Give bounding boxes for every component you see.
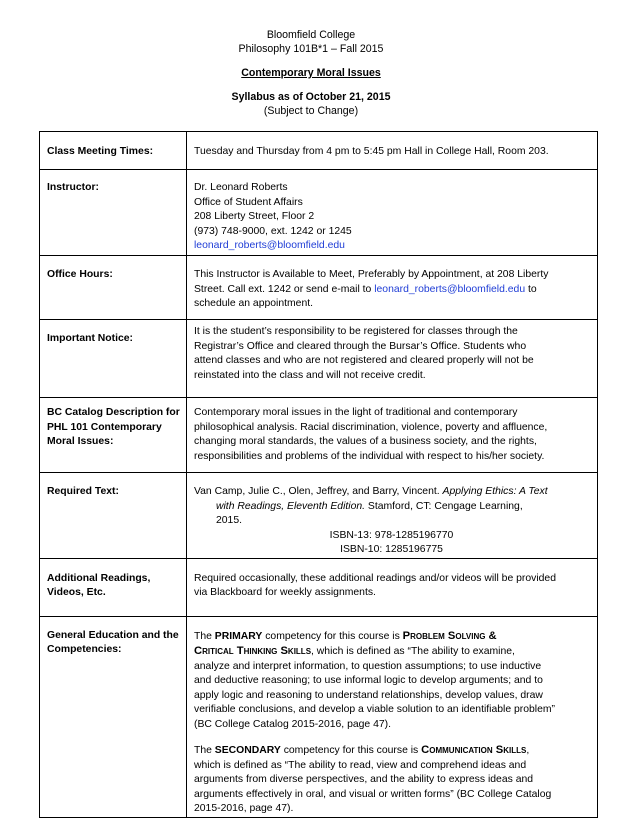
- table-row-important-notice: [40, 320, 598, 398]
- office-hours-line: This Instructor is Available to Meet, Preferably by Appointment, at 208 Liberty: [194, 269, 549, 280]
- college-name: Bloomfield College: [266, 29, 356, 41]
- course-title: Contemporary Moral Issues: [241, 67, 381, 79]
- document-header: [0, 28, 638, 118]
- instructor-email-link[interactable]: leonard_roberts@bloomfield.edu: [194, 240, 345, 251]
- row-label: Videos, Etc.: [47, 587, 106, 598]
- additional-line: Required occasionally, these additional readings and/or videos will be provided: [194, 572, 556, 584]
- office-hours-line: schedule an appointment.: [194, 298, 314, 309]
- instructor-name: Dr. Leonard Roberts: [194, 182, 288, 193]
- catalog-line: responsibilities and problems of the individual with respect to his/her society.: [194, 450, 545, 462]
- text-year: 2015.: [216, 515, 243, 526]
- gened-secondary-line: which is defined as “The ability to read, view and comprehend ideas and: [194, 759, 527, 771]
- gened-secondary-line: arguments from diverse perspectives, and the ability to express ideas and: [194, 774, 534, 785]
- table-row-meeting-times: [40, 132, 598, 170]
- primary-competency: Critical Thinking Skills: [194, 645, 312, 657]
- secondary-keyword: SECONDARY: [214, 745, 281, 756]
- additional-line: via Blackboard for weekly assignments.: [194, 587, 376, 598]
- catalog-line: changing moral standards, the values of a business society, and the rights,: [194, 436, 537, 447]
- notice-line: It is the student’s responsibility to be registered for classes through the: [194, 326, 518, 337]
- gened-primary-line: analyze and interpret information, to question assumptions; to use inductive: [194, 660, 542, 672]
- course-code: Philosophy 101B*1 – Fall 2015: [238, 43, 384, 55]
- gened-secondary-line: arguments effectively in oral, and visual or written forms” (BC College Catalog: [194, 788, 552, 800]
- gened-primary-line: (BC College Catalog 2015-2016, page 47).: [194, 718, 391, 730]
- row-label: Competencies:: [47, 644, 122, 655]
- row-label: Important Notice:: [47, 333, 134, 344]
- row-label: PHL 101 Contemporary: [47, 421, 162, 433]
- row-label: Required Text:: [47, 486, 119, 497]
- catalog-line: philosophical analysis. Racial discrimination, violence, poverty and affluence,: [194, 421, 548, 433]
- secondary-competency: Communication Skills: [421, 744, 527, 756]
- gened-primary-line: Critical Thinking Skills, which is defined as “The ability to examine,: [194, 645, 515, 657]
- syllabus-date: Syllabus as of October 21, 2015: [231, 91, 391, 103]
- table-row-general-education: [40, 616, 598, 817]
- table-row-instructor: [40, 170, 598, 256]
- table-row-office-hours: [40, 256, 598, 320]
- gened-primary-line: verifiable conclusions, and develop a viable solution to an identifiable problem”: [194, 704, 556, 715]
- instructor-address: 208 Liberty Street, Floor 2: [194, 211, 315, 222]
- notice-line: reinstated into the class and will not receive credit.: [194, 369, 426, 381]
- text-citation-line: with Readings, Eleventh Edition. Stamford, CT: Cengage Learning,: [216, 500, 523, 512]
- book-title: Applying Ethics: A Text: [442, 486, 548, 497]
- isbn-13: ISBN-13: 978-1285196770: [329, 529, 454, 541]
- table-row-additional-readings: [40, 558, 598, 616]
- row-label: Office Hours:: [47, 269, 113, 280]
- instructor-office: Office of Student Affairs: [194, 196, 303, 208]
- meeting-times-text: Tuesday and Thursday from 4 pm to 5:45 pm Hall in College Hall, Room 203.: [194, 146, 549, 157]
- row-label: Class Meeting Times:: [47, 146, 154, 157]
- row-label: Moral Issues:: [47, 436, 114, 447]
- office-hours-email-link[interactable]: leonard_roberts@bloomfield.edu: [374, 283, 526, 295]
- subject-to-change-note: (Subject to Change): [263, 105, 359, 117]
- row-label: Instructor:: [47, 182, 99, 193]
- text-citation-line: Van Camp, Julie C., Olen, Jeffrey, and Barry, Vincent. Applying Ethics: A Text: [194, 486, 548, 497]
- catalog-line: Contemporary moral issues in the light of traditional and contemporary: [194, 407, 518, 418]
- primary-keyword: PRIMARY: [214, 630, 263, 642]
- row-label: General Education and the: [47, 629, 179, 641]
- table-row-required-text: [40, 473, 598, 559]
- gened-primary-line: The PRIMARY competency for this course is Problem Solving &: [194, 629, 497, 642]
- primary-competency: Problem Solving &: [402, 629, 497, 642]
- gened-primary-line: apply logic and reasoning to understand relationships, develop values, draw: [194, 689, 543, 701]
- gened-secondary-line: 2015-2016, page 47).: [194, 803, 294, 814]
- row-label: BC Catalog Description for: [47, 407, 180, 418]
- notice-line: Registrar’s Office and cleared through the Bursar’s Office. Students who: [194, 340, 527, 352]
- notice-line: attend classes and who are not registered and cleared properly will not be: [194, 355, 534, 366]
- instructor-phone: (973) 748-9000, ext. 1242 or 1245: [194, 225, 352, 237]
- table-row-catalog-description: [40, 398, 598, 473]
- gened-primary-line: and deductive reasoning; to use informal logic to develop arguments; and to: [194, 675, 543, 686]
- office-hours-line: Street. Call ext. 1242 or send e-mail to leonard_roberts@bloomfield.edu to: [194, 283, 537, 295]
- syllabus-table: [39, 131, 598, 818]
- gened-secondary-line: The SECONDARY competency for this course is Communication Skills,: [194, 744, 530, 756]
- isbn-10: ISBN-10: 1285196775: [340, 544, 443, 555]
- book-title: with Readings, Eleventh Edition.: [216, 500, 366, 512]
- row-label: Additional Readings,: [47, 572, 151, 584]
